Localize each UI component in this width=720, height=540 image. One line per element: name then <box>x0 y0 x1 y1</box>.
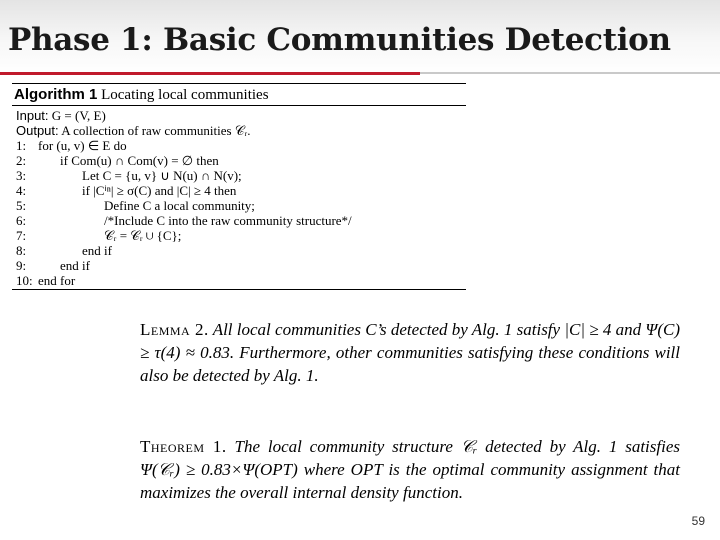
page-number: 59 <box>691 514 705 528</box>
line-code: end if <box>60 258 90 273</box>
line-number: 6: <box>16 213 27 228</box>
slide-title: Phase 1: Basic Communities Detection <box>8 22 671 58</box>
lemma-text: All local communities C’s detected by Alg. 1 satisfy |C| ≥ 4 and Ψ(C) ≥ τ(4) ≈ 0.83. Furthermore, other communities satisfying these conditions will also be detected by Alg. 1. <box>140 320 680 385</box>
line-number: 9: <box>16 258 27 273</box>
line-number: 1: <box>16 138 27 153</box>
algorithm-line <box>16 228 466 243</box>
algorithm-line <box>16 273 466 288</box>
algorithm-line <box>16 198 466 213</box>
algorithm-bottom-rule <box>12 289 466 290</box>
line-number: 7: <box>16 228 27 243</box>
input-value: G = (V, E) <box>51 108 106 123</box>
line-code: if |Cⁱⁿ| ≥ σ(C) and |C| ≥ 4 then <box>82 183 237 198</box>
line-code: Define C a local community; <box>104 198 255 213</box>
output-value: A collection of raw communities 𝒞ᵣ. <box>61 123 251 138</box>
input-label: Input: <box>16 108 49 123</box>
algorithm-line <box>16 168 466 183</box>
algorithm-input <box>16 108 466 123</box>
line-code: end if <box>82 243 112 258</box>
algorithm-lines <box>16 138 466 288</box>
algorithm-name: Locating local communities <box>101 87 269 103</box>
lemma-label: Lemma 2. <box>140 320 209 339</box>
algorithm-header <box>12 84 466 105</box>
line-number: 8: <box>16 243 27 258</box>
line-code: if Com(u) ∩ Com(v) = ∅ then <box>60 153 219 168</box>
line-code: 𝒞ᵣ = 𝒞ᵣ ∪ {C}; <box>104 228 182 243</box>
line-number: 4: <box>16 183 27 198</box>
algorithm-box <box>12 83 466 290</box>
line-code: end for <box>38 273 76 288</box>
algorithm-line <box>16 138 466 153</box>
algorithm-label: Algorithm 1 <box>14 86 98 103</box>
line-code: for (u, v) ∈ E do <box>38 138 127 153</box>
line-code: /*Include C into the raw community structure*/ <box>104 213 352 228</box>
line-code: Let C = {u, v} ∪ N(u) ∩ N(v); <box>82 168 242 183</box>
line-number: 3: <box>16 168 27 183</box>
title-accent-line <box>0 72 420 75</box>
theorem-label: Theorem 1. <box>140 437 227 456</box>
theorem-text: The local community structure 𝒞ᵣ detected by Alg. 1 satisfies Ψ(𝒞ᵣ) ≥ 0.83×Ψ(OPT) where OPT is the optimal community assignment that maximizes the overall internal density function. <box>140 437 681 502</box>
line-number: 10: <box>16 273 33 288</box>
output-label: Output: <box>16 123 59 138</box>
algorithm-body <box>12 106 466 289</box>
line-number: 2: <box>16 153 27 168</box>
algorithm-line <box>16 153 466 168</box>
theorem-block <box>140 435 680 504</box>
algorithm-line <box>16 183 466 198</box>
algorithm-output <box>16 123 466 138</box>
lemma-block <box>140 318 680 387</box>
algorithm-line <box>16 258 466 273</box>
algorithm-line <box>16 213 466 228</box>
line-number: 5: <box>16 198 27 213</box>
algorithm-line <box>16 243 466 258</box>
